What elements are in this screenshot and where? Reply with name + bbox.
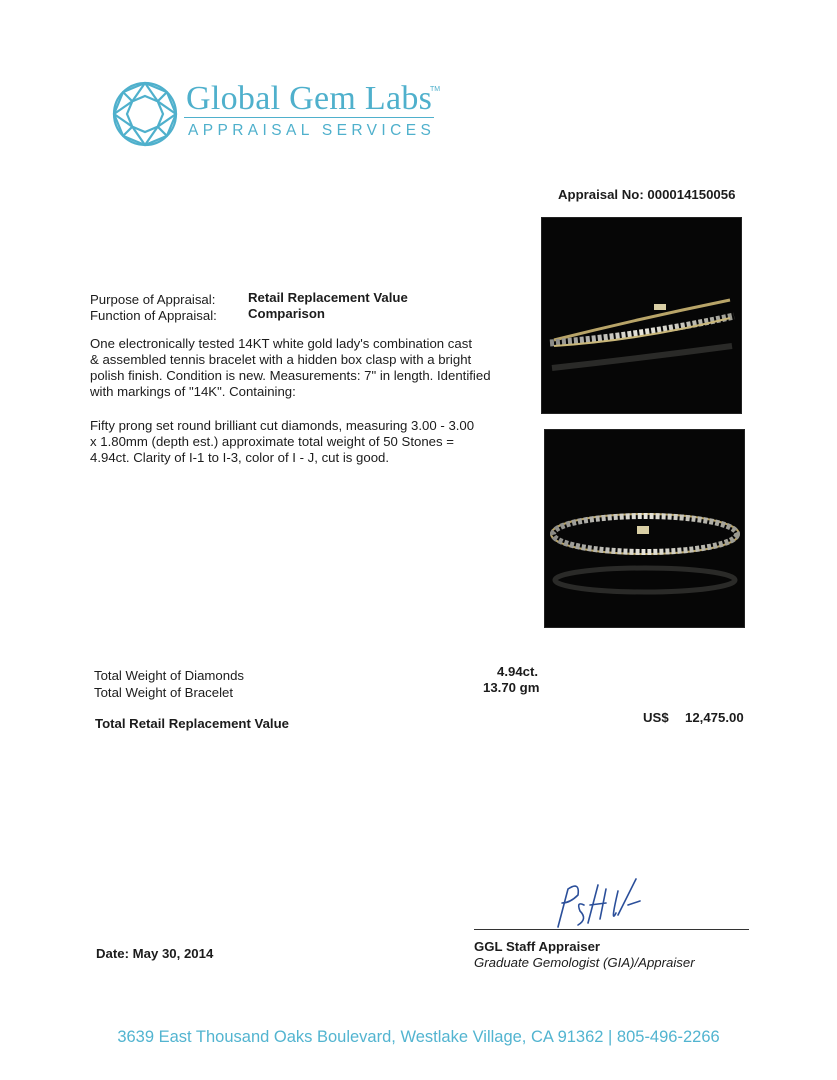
stones-paragraph (90, 418, 520, 466)
stones-line: Fifty prong set round brilliant cut diamonds, measuring 3.00 - 3.00 (90, 418, 475, 433)
description-line: polish finish. Condition is new. Measurements: 7" in length. Identified (90, 368, 491, 383)
total-retail-label: Total Retail Replacement Value (95, 716, 289, 731)
total-retail-value: 12,475.00 (685, 710, 744, 725)
logo-trademark: TM (430, 86, 441, 93)
signature-line (474, 929, 749, 930)
total-diamonds-value: 4.94ct. (497, 664, 539, 679)
logo-title: Global Gem Labs (186, 80, 433, 117)
function-value: Comparison (248, 306, 325, 321)
signer-credential: Graduate Gemologist (GIA)/Appraiser (474, 955, 695, 970)
appraiser-signature (540, 875, 650, 933)
description-line: & assembled tennis bracelet with a hidden box clasp with a bright (90, 352, 472, 367)
logo-subtitle: APPRAISAL SERVICES (188, 122, 436, 139)
stones-line: x 1.80mm (depth est.) approximate total weight of 50 Stones = (90, 434, 454, 449)
description-line: with markings of "14K". Containing: (90, 384, 296, 399)
footer-address: 3639 East Thousand Oaks Boulevard, Westlake Village, CA 91362 | 805-496-2266 (117, 1028, 720, 1046)
total-diamonds-label: Total Weight of Diamonds (94, 668, 245, 683)
function-label: Function of Appraisal: (90, 308, 217, 323)
description-paragraph (90, 336, 520, 400)
signer-title: GGL Staff Appraiser (474, 939, 601, 954)
currency-label: US$ (643, 710, 669, 725)
purpose-value: Retail Replacement Value (248, 290, 408, 305)
total-bracelet-value: 13.70 gm (483, 680, 540, 695)
appraisal-number: Appraisal No: 000014150056 (558, 187, 736, 202)
stones-line: 4.94ct. Clarity of I-1 to I-3, color of I - J, cut is good. (90, 450, 390, 465)
bracelet-photo-top (541, 217, 742, 414)
purpose-label: Purpose of Appraisal: (90, 292, 216, 307)
total-bracelet-label: Total Weight of Bracelet (94, 685, 234, 700)
diamond-icon (111, 80, 179, 148)
appraisal-date: Date: May 30, 2014 (96, 946, 214, 961)
bracelet-photo-bottom (544, 429, 745, 628)
logo-divider (184, 117, 434, 118)
description-line: One electronically tested 14KT white gold lady's combination cast (90, 336, 472, 351)
